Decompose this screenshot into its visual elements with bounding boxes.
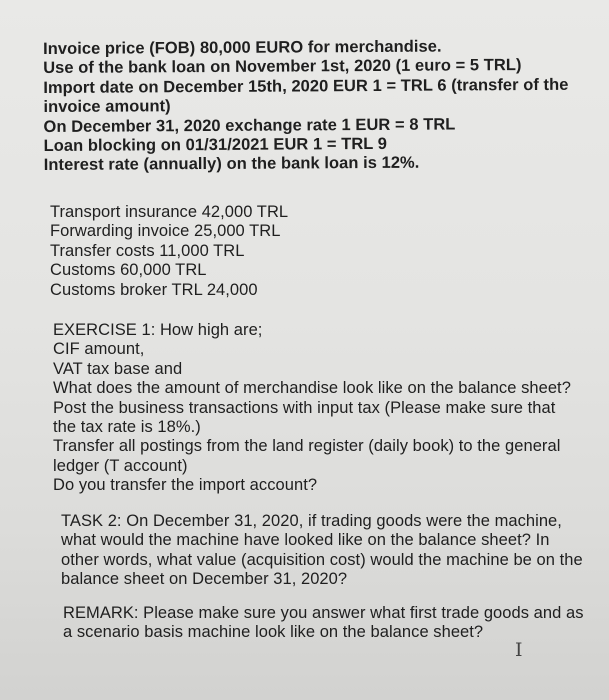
exercise-title: EXERCISE 1: How high are; — [53, 321, 263, 339]
text-line: balance sheet on December 31, 2020? — [61, 570, 348, 589]
text-line: VAT tax base and — [53, 359, 183, 378]
text-line: invoice amount) — [43, 97, 171, 117]
cost-item: Transfer costs 11,000 TRL — [50, 241, 245, 260]
text-line: a scenario basis machine look like on the balance sheet? — [63, 623, 484, 642]
cost-item: Transport insurance 42,000 TRL — [50, 203, 289, 221]
text-cursor-icon: I — [515, 639, 523, 661]
cost-list — [50, 203, 288, 300]
text-line: the tax rate is 18%.) — [53, 418, 201, 437]
text-line: Post the business transactions with input tax (Please make sure that — [53, 398, 556, 417]
text-line: Do you transfer the import account? — [53, 476, 318, 495]
remark-section — [63, 604, 584, 643]
cost-item: Forwarding invoice 25,000 TRL — [50, 222, 281, 241]
cost-item: Customs broker TRL 24,000 — [50, 280, 258, 299]
text-line: ledger (T account) — [53, 456, 188, 475]
text-line: Interest rate (annually) on the bank loan is 12%. — [43, 154, 420, 175]
text-line: Import date on December 15th, 2020 EUR 1 = TRL 6 (transfer of the — [43, 75, 569, 97]
text-line: What does the amount of merchandise look like on the balance sheet? — [53, 379, 571, 398]
text-line: what would the machine have looked like on the balance sheet? In — [61, 531, 550, 550]
invoice-details — [43, 37, 569, 176]
remark-title: REMARK: Please make sure you answer what first trade goods and as — [63, 604, 584, 622]
text-line: other words, what value (acquisition cost) would the machine be on the — [61, 550, 583, 569]
text-line: Use of the bank loan on November 1st, 2020 (1 euro = 5 TRL) — [43, 56, 522, 78]
task-section — [61, 512, 583, 590]
text-line: On December 31, 2020 exchange rate 1 EUR = 8 TRL — [43, 115, 456, 136]
text-line: CIF amount, — [53, 340, 145, 359]
task-title: TASK 2: On December 31, 2020, if trading goods were the machine, — [61, 512, 562, 530]
text-line: Invoice price (FOB) 80,000 EURO for merchandise. — [43, 37, 442, 58]
text-line: Loan blocking on 01/31/2021 EUR 1 = TRL 9 — [43, 134, 388, 156]
text-line: Transfer all postings from the land register (daily book) to the general — [53, 437, 561, 456]
exercise-section — [53, 321, 571, 496]
cost-item: Customs 60,000 TRL — [50, 261, 207, 280]
